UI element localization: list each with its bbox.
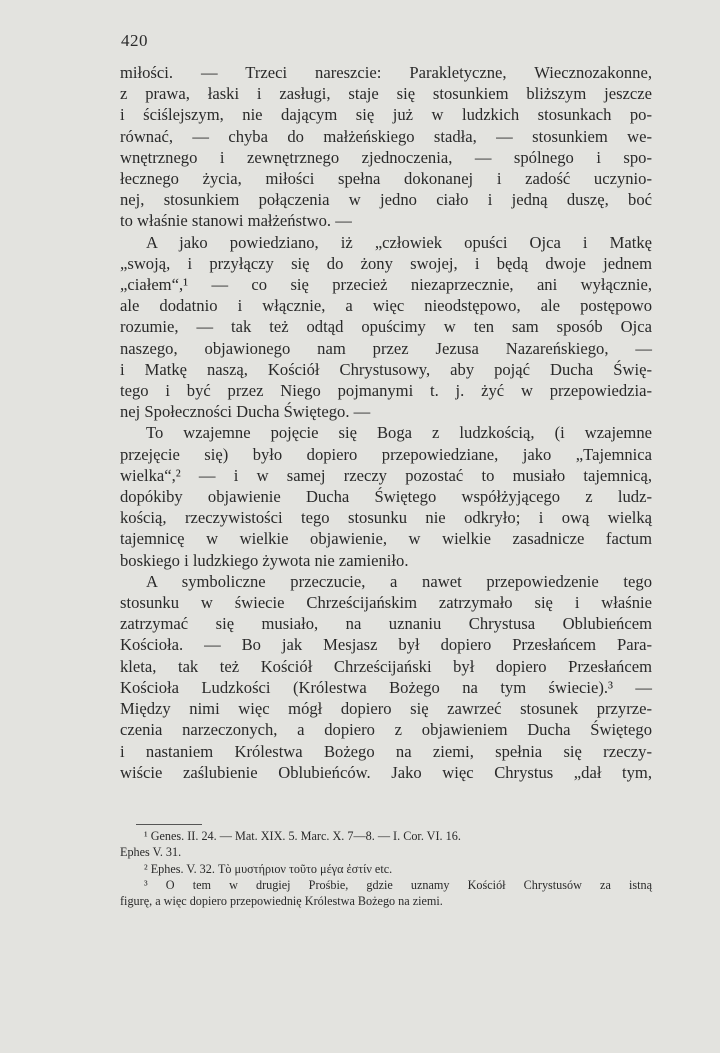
text-line: wielka“,² — i w samej rzeczy pozostać to musiało tajemnicą,: [120, 465, 652, 485]
text-line: przejęcie się) było dopiero przepowiedziane, jako „Tajemnica: [120, 444, 652, 464]
footnote-line: ³ O tem w drugiej Prośbie, gdzie uznamy Kościół Chrystusów za istną: [144, 877, 652, 892]
text-line: tajemnicę w wielkie objawienie, w wielkie zasadnicze factum: [120, 529, 652, 549]
text-line: to właśnie stanowi małżeństwo. —: [120, 211, 352, 231]
text-line: „ciałem“,¹ — co się przecież niezaprzecznie, ani wyłącznie,: [120, 275, 652, 295]
text-line: wiście zaślubienie Oblubieńców. Jako więc Chrystus „dał tym,: [120, 762, 652, 782]
text-line: „swoją, i przyłączy się do żony swojej, i będą dwoje jednem: [120, 253, 652, 273]
text-line: A jako powiedziano, iż „człowiek opuści Ojca i Matkę: [146, 232, 652, 252]
page-number: 420: [121, 31, 148, 50]
text-line: miłości. — Trzeci nareszcie: Parakletyczne, Wiecznozakonne,: [120, 63, 652, 82]
text-line: stosunku w świecie Chrześcijańskim zatrzymało się i właśnie: [120, 593, 652, 613]
text-line: A symboliczne przeczucie, a nawet przepowiedzenie tego: [146, 571, 652, 591]
footnote-line: figurę, a więc dopiero przepowiednię Królestwa Bożego na ziemi.: [120, 894, 443, 909]
text-line: zatrzymać się musiało, na uznaniu Chrystusa Oblubieńcem: [120, 614, 652, 634]
text-line: łecznego życia, miłości spełna dokonanej i zadość uczynio-: [120, 169, 652, 189]
text-line: Kościoła Ludzkości (Królestwa Bożego na tym świecie).³ —: [120, 677, 652, 697]
text-line: z prawa, łaski i zasługi, staje się stosunkiem bliższym jeszcze: [120, 84, 652, 104]
text-line: ale dodatnio i włącznie, a więc nieodstępowo, ale postępowo: [120, 296, 652, 316]
text-line: To wzajemne pojęcie się Boga z ludzkością, (i wzajemne: [146, 423, 652, 443]
footnote-line: ² Ephes. V. 32. Τὸ μυστήριον τοῦτο μέγα ἐστίν etc.: [144, 861, 393, 876]
text-line: rozumie, — tak też odtąd opuścimy w ten sam sposób Ojca: [120, 317, 652, 337]
footnote-line: Ephes V. 31.: [120, 845, 182, 860]
text-line: wnętrznego i zewnętrznego zjednoczenia, — spólnego i spo-: [120, 147, 652, 167]
text-line: nej, stosunkiem połączenia w jedno ciało i jedną duszę, boć: [120, 190, 652, 210]
text-line: boskiego i ludzkiego żywota nie zamieniło.: [120, 550, 409, 570]
text-line: równać, — chyba do małżeńskiego stadła, — stosunkiem we-: [120, 126, 652, 146]
text-line: i Matkę naszą, Kościół Chrystusowy, aby pojąć Ducha Świę-: [120, 359, 652, 379]
text-line: kością, rzeczywistości tego stosunku nie odkryło; i ową wielką: [120, 508, 652, 528]
footnotes: [120, 828, 652, 909]
text-line: Kościoła. — Bo jak Mesjasz był dopiero Przesłańcem Para-: [120, 635, 652, 655]
body-text: [120, 62, 652, 783]
footnote-line: ¹ Genes. II. 24. — Mat. XIX. 5. Marc. X. 7—8. — I. Cor. VI. 16.: [144, 829, 461, 843]
text-line: naszego, objawionego nam przez Jezusa Nazareńskiego, —: [120, 338, 652, 358]
text-line: czenia narzeczonych, a dopiero z objawieniem Ducha Świętego: [120, 720, 652, 740]
text-line: kleta, tak też Kościół Chrześcijański był dopiero Przesłańcem: [120, 656, 652, 676]
text-line: i ściślejszym, nie dającym się już w ludzkich stosunkach po-: [120, 105, 652, 125]
text-line: tego i być przez Niego pojmanymi t. j. żyć w przepowiedzia-: [120, 381, 652, 401]
footnote-divider: [136, 824, 202, 825]
text-line: nej Społeczności Ducha Świętego. —: [120, 402, 371, 422]
text-line: dopókiby objawienie Ducha Świętego współżyjącego z ludz-: [120, 487, 652, 507]
text-line: Między nimi więc mógł dopiero się zawrzeć stosunek przyrze-: [120, 699, 652, 719]
text-line: i nastaniem Królestwa Bożego na ziemi, spełnia się rzeczy-: [120, 741, 652, 761]
